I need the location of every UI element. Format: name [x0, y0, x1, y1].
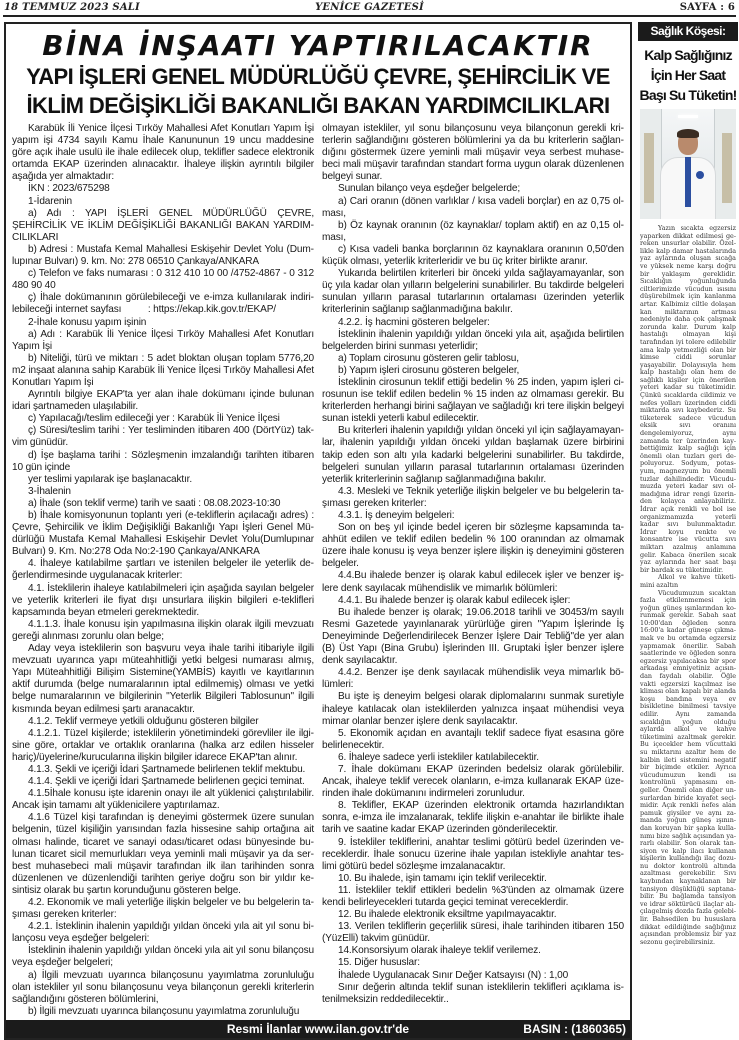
headline-line: Başı Su Tüketin!: [639, 87, 737, 103]
paragraph: olmayan istekliler, yıl sonu bilançosunu veya bilançonun gerekli kriterlerin sağlandığını gösteren bölümlerini ya da bu kriterlerin sağlandığını göstermek üzere yeminli mali müşavir veya serbest muhasebeci mali müşavir tarafından standart forma uygun olarak düzenlenen belgeyi sunar.: [322, 123, 624, 183]
paragraph: 6. İhaleye sadece yerli istekliler katılabilecektir.: [338, 751, 539, 763]
paragraph: b) Niteliği, türü ve miktarı : 5 adet bloktan oluşan toplam 5776,20 m2 inşaat alanına sahip Karabük İli Yenice İlçesi Tırköy Mahallesi Afet Konutları Yapım İşi: [12, 352, 314, 388]
newspaper-masthead: [3, 0, 736, 17]
paragraph: 5. Ekonomik açıdan en avantajlı teklif sadece fiyat esasına göre belirlenecektir.: [322, 727, 624, 751]
paragraph: 7. İhale dokümanı EKAP üzerinden bedelsiz olarak görülebilir. Ancak, ihaleye teklif verecek olanların, e-imza kullanarak EKAP üzerinden ihale dokümanını indirmeleri zorunludur.: [322, 763, 624, 800]
paragraph: 2-İhale konusu yapım işinin: [28, 316, 147, 328]
corridor-door: [644, 133, 654, 203]
paragraph: Yazın sıcakta egzersiz yaparken dikkat edilmesi gereken unsurlar olabilir. Özellikle kalp damar hastalarında yaz aylarında oluşan sıcağa ve yüksek neme karşı doğru bir yaklaşım gereklidir. Sıcaklığın yoğunluğunda ciltlerimizde vücudun ısısını düşürebilmek için kanlanma artar. Kalbimiz ciltle dolaşan kan miktarının artması nedeniyle daha çok çalışmak zorunda kalır. Durum kalp hastalığı olmayan kişi tarafından iyi tolere edilebilir ama kalp yetmezliği olan bir kimse ciddi sorunlar yaşayabilir. Dolayısıyla hem kalp hastalığı olan hem de sağlıklı kişiler için önerilen yeteri kadar su tüketimidir. Çünkü sıcaklarda cildimiz ve nefes yolları üzerinden ciddi miktarda sıvı kaybederiz. Su tüketerek sadece vücudun eksik sıvı oranını dengelemiyoruz, aynı zamanda ter üzerinden kaybettiğimiz kalp sağlığı için önemli olan tuzları geri depoluyoruz. Sodyum, potasyum, magnezyum bu önemli tuzlar dahilindedir. Vücudumuzda yeteri kadar sıvı olmadığına idrar rengi üzerinden kolayca anlayabiliriz. İdrar açık renkli ve bol ise organizmamızda yeterli kadar sıvı bulunmaktadır. İdrar koyu renkte ve konsantre ise vücutta sıvı miktarı azalmış anlamına gelir. Kabaca önerilen sıcak yaz aylarında her saat başı bir bardak su tüketimidir.: [640, 224, 736, 574]
paragraph: 11. İstekliler teklif ettikleri bedelin %3'ünden az olmamak üzere kendi belirleyecekleri tutarda geçici teminat vereceklerdir.: [322, 884, 624, 908]
paragraph: b) İlgili mevzuatı uyarınca bilançosunu yayımlatma zorunluluğu: [28, 1005, 300, 1017]
paragraph: 4. İhaleye katılabilme şartları ve istenilen belgeler ile yeterlik değerlendirmesinde uygulanacak kriterler:: [12, 558, 314, 582]
paragraph: c) Telefon ve faks numarası : 0 312 410 10 00 /4752-4867 - 0 312 480 90 40: [12, 268, 314, 292]
corridor-door: [722, 133, 732, 203]
notice-footer-bar: [6, 1020, 630, 1038]
section-tag: Sağlık Köşesi:: [638, 22, 738, 41]
paragraph: 4.2.1. İsteklinin ihalenin yapıldığı yıldan önceki yıla ait yıl sonu bilançosu veya eşdeğer belgeleri:: [12, 921, 314, 945]
paragraph: 9. İstekliler tekliflerini, anahtar teslimi götürü bedel üzerinden vereceklerdir. İhale sonucu üzerine ihale yapılan istekliyle anahtar teslimi götürü bedel sözleşme imzalanacaktır.: [322, 836, 624, 872]
paragraph: 4.2. Ekonomik ve mali yeterliğe ilişkin belgeler ve bu belgelerin taşıması gereken kriterler:: [12, 897, 314, 921]
doctor-photo: [640, 109, 736, 219]
paragraph: 4.4.Bu ihalede benzer iş olarak kabul edilecek işler ve benzer işlere denk sayılacak mühendislik ve mimarlık bölümleri:: [322, 570, 624, 594]
press-code: BASIN : (1860365): [523, 1021, 626, 1036]
paragraph: Bu kriterleri ihalenin yapıldığı yıldan önceki yıl için sağlayamayanlar, ihalenin yapıldığı yıldan önceki yıldan başlamak üzere birbirini takip eden son altı yıla kadarki belgelerini sunabilirler. Bu takdirde, belgeleri sunulan yılların parasal tutarlarının ortalaması üzerinden yeterlik kriterlerinin sağlanıp sağlanmadığına bakılır.: [322, 425, 624, 485]
official-tender-notice: [4, 22, 632, 1040]
paragraph: 4.3.1. İş deneyim belgeleri:: [338, 510, 455, 521]
paragraph: 4.1.1.3. İhale konusu işin yapılmasına ilişkin olarak ilgili mevzuatı gereği alınması zorunlu olan belge;: [12, 618, 314, 642]
paragraph: 4.1. İsteklilerin ihaleye katılabilmeleri için aşağıda sayılan belgeler ve yeterlik kriterleri ile fiyat dışı unsurlara ilişkin bilgileri e-teklifleri kapsamında beyan etmeleri gerekmektedir.: [12, 582, 314, 618]
paragraph: İhalede Uygulanacak Sınır Değer Katsayısı (N) : 1,00: [338, 969, 569, 981]
paragraph: 4.2.2. İş hacmini gösteren belgeler:: [338, 316, 490, 328]
paragraph: Bu işte iş deneyim belgesi olarak diplomalarını sunmak suretiyle ihaleye katılacak olan isteklilerden yalnızca inşaat mühendisi veya mimar olanlar benzer işlere denk sayılacaktır.: [322, 691, 624, 727]
health-article-headline: [638, 45, 738, 105]
paragraph: d) İşe başlama tarihi : Sözleşmenin imzalandığı tarihten itibaren 10 gün içinde: [12, 449, 314, 473]
paragraph: a) İhale (son teklif verme) tarih ve saati : 08.08.2023-10:30: [28, 497, 281, 509]
paragraph: c) Yapılacağı/teslim edileceği yer : Karabük İli Yenice İlçesi: [28, 413, 280, 425]
paragraph: 12. Bu ihalede elektronik eksiltme yapılmayacaktır.: [338, 909, 557, 921]
paragraph: 4.1.2. Teklif vermeye yetkili olduğunu gösteren bilgiler: [28, 715, 259, 727]
doctor-hair: [677, 129, 699, 138]
paragraph: a) Cari oranın (dönen varlıklar / kısa vadeli borçlar) en az 0,75 olması,: [322, 195, 624, 219]
paragraph: 10. Bu ihalede, işin tamamı için teklif verilecektir.: [338, 872, 547, 884]
paragraph: yer teslimi yapılarak işe başlanacaktır.: [28, 473, 192, 485]
notice-column-left: [12, 123, 314, 1018]
notice-subtitle: [6, 62, 630, 120]
health-corner-sidebar: [638, 22, 738, 946]
paragraph: Alkol ve kahve tüketimini azaltın: [640, 573, 736, 589]
paragraph: ç) İhale dokümanının görülebileceği ve e-imza kullanılarak indirilebileceği internet sayfası : https://ekap.kik.gov.tr/EKAP/: [12, 292, 314, 316]
notice-title: BİNA İNŞAATI YAPTIRILACAKTIR: [42, 29, 594, 62]
notice-columns: [6, 120, 630, 1020]
paragraph: 4.1.5İhale konusu işte idarenin onayı ile alt yüklenici çalıştırılabilir. Ancak işin tamamı alt yüklenicilere yaptırılamaz.: [12, 788, 314, 812]
paragraph: Bu ihalede benzer iş olarak; 19.06.2018 tarihli ve 30453/m sayılı Resmi Gazetede yayınlanarak yürürlüğe giren "Yapım İşlerinde İş Deneyiminde Değerlendirilecek Benzer İşlere Dair Tebliğ"de yer alan (B) Üst Yapı (Bina Grubu) İşlerinden III. Gruptaki İşler benzer işlere denk sayılacaktır.: [322, 606, 624, 667]
paragraph: a) Toplam cirosunu gösteren gelir tablosu,: [338, 352, 519, 364]
paragraph: Karabük İli Yenice İlçesi Tırköy Mahallesi Afet Konutları Yapım İşi yapım işi 4734 sayılı Kamu İhale Kanununun 19 uncu maddesine göre açık ihale usulü ile ihale edilecek olup, teklifler sadece elektronik ortamda EKAP üzerinden alınacaktır. İhaleye ilişkin ayrıntılı bilgiler aşağıda yer almaktadır:: [12, 123, 314, 183]
newspaper-name: YENİCE GAZETESİ: [315, 2, 424, 13]
page-number: SAYFA : 6: [679, 2, 735, 13]
paragraph: Sunulan bilanço veya eşdeğer belgelerde;: [338, 183, 520, 195]
paragraph: Sınır değerin altında teklif sunan isteklilerin teklifleri açıklama istenilmeksizin reddedilecektir..: [322, 981, 624, 1005]
doctor-badge: [696, 171, 704, 179]
paragraph: 8. Teklifler, EKAP üzerinden elektronik ortamda hazırlandıktan sonra, e-imza ile imzalanarak, teklife ilişkin e-anahtar ile birlikte ihale tarih ve saatine kadar EKAP üzerinden gönderilecektir.: [322, 800, 624, 836]
paragraph: 4.4.1. Bu ihalede benzer iş olarak kabul edilecek işler:: [338, 594, 571, 606]
notice-subtitle-line: YAPI İŞLERİ GENEL MÜDÜRLÜĞÜ ÇEVRE, ŞEHİRCİLİK VE: [26, 64, 610, 89]
health-article-body: [638, 225, 738, 946]
paragraph: Vücudumuzun sıcaktan fazla etkilenmemesi için yoğun güneş ışınlarından korunmak gerekir. Sabah saat 10:00'dan öğleden sonra 16:00'a kadar güneşe çıkmamak ve bu ortamda egzersiz yapmamak önerilir. Sabah saatlerinde ve öğleden sonra egzersiz yapılacaksa bir spor arkadaşı emniyetiniz açısından faydalı olabilir. Öğle vakti egzersizi kaçılmaz ise kliması olan kapalı bir alanda koşu bandına veya ev bisikletine binilmesi tavsiye edilir. Aynı zamanda sıcaklığın yoğun olduğu aylarda alkol ve kahve tüketimini azaltmak gerekir. Bu içecekler hem vücuttaki su miktarını azaltır hem de kalbin ileti sistemini negatif bir biçimde etkiler. Ayrıca vücudumuzun kendi ısı kontrolünü yapmasını engeller. Önemli olan diğer unsurlardan biride kıyafet seçimidir. Açık renkli nefes alan pamuk giysiler ve aynı zamanda yoğun güneş ışınından koruyan bir şapka kullanımı bize sağlık açısından yararlı olabilir. Son olarak tansiyon ve kalp ilacı kullanan kişilerin kullandığı ilaç dozunu doktor kontrolü altında azaltması gerekebilir. Sıvı kaybından kaynaklanan bir tansiyon düşüklüğü saptanabilir. Bu bağlamda tansiyon ve idrar söktürücü ilaçlar alıçılagelmiş dozda fazla gelebilir. Bahsedilen bu hususlara dikkat edildiğinde sağlığınız açısından problemsiz bir yaz sezonu geçirebilirsiniz.: [640, 588, 736, 946]
paragraph: 13. Verilen tekliflerin geçerlilik süresi, ihale tarihinden itibaren 150 (YüzElli) takvim günüdür.: [322, 921, 624, 945]
notice-subtitle-line: İKLİM DEĞİŞİKLİĞİ BAKANLIĞI BAKAN YARDIMCILIKLARI: [26, 93, 610, 118]
paragraph: Aday veya isteklilerin son başvuru veya ihale tarihi itibariyle ilgili mevzuatı uyarınca yapı müteahhitliği yetki belgesi numarası almış, Yapı Müteahhitliği Bilişim Sistemine(YAMBİS) kayıtlı ve kayıtlarının aktif durumda (belge numaralarının iptal edilmemiş) olması ve yetki belge numaralarının ve bilgilerinin "Yeterlik Bilgileri Tablosunun" ilgili kısmında beyan edilmesi şartı aranacaktır.: [12, 643, 314, 715]
notice-header: [6, 24, 630, 120]
ceiling-light: [678, 115, 698, 118]
official-ads-link[interactable]: Resmi İlanlar www.ilan.gov.tr'de: [226, 1021, 410, 1036]
paragraph: 4.1.6 Tüzel kişi tarafından iş deneyimi göstermek üzere sunulan belgenin, tüzel kişiliğin yarısından fazla hissesine sahip ortağına ait olması halinde, ticaret ve sanayi odası/ticaret odası bünyesinde bulunan ticaret sicil memurlukları veya yeminli mali müşavir ya da serbest muhasebeci mali müşavir tarafından ilk ilan tarihinden sonra düzenlenen ve düzenlendiği tarihten geriye doğru son bir yıldır kesintisiz olarak bu şartın korunduğunu gösteren belge.: [12, 812, 314, 896]
paragraph: İsteklinin ihalenin yapıldığı yıldan önceki yıla ait, aşağıda belirtilen belgelerden birini sunması yeterlidir;: [322, 328, 624, 352]
doctor-tie: [685, 157, 691, 207]
paragraph: Ayrıntılı bilgiye EKAP'ta yer alan ihale dokümanı içinde bulunan idari şartnameden ulaşılabilir.: [12, 389, 314, 413]
paragraph: b) Öz kaynak oranının (öz kaynaklar/ toplam aktif) en az 0,15 olması,: [322, 219, 624, 243]
paragraph: ç) Süresi/teslim tarihi : Yer tesliminden itibaren 400 (DörtYüz) takvim günüdür.: [12, 425, 314, 449]
paragraph: 15. Diğer hususlar:: [338, 957, 420, 969]
paragraph: İsteklinin ihalenin yapıldığı yıldan önceki yıla ait yıl sonu bilançosu veya eşdeğer belgeleri;: [12, 945, 314, 969]
notice-column-right: [322, 123, 624, 1018]
paragraph: b) İhale komisyonunun toplantı yeri (e-tekliflerin açılacağı adres) : Çevre, Şehircilik ve İklim Değişikliği Bakanlığı Yapı İşleri Genel Müdürlüğü Mustafa Kemal Mahallesi Eskişehir Devlet Yolu(Dumlupınar Bulvarı) 9. Km. No:278 Oda No:2-190 Çankaya/ANKARA: [12, 510, 314, 558]
paragraph: 14.Konsorsiyum olarak ihaleye teklif verilemez.: [338, 945, 541, 957]
paragraph: 1-İdarenin: [28, 195, 72, 207]
paragraph: 4.4.2. Benzer işe denk sayılacak mühendislik veya mimarlık bölümleri:: [322, 667, 624, 691]
issue-date: 18 TEMMUZ 2023 SALI: [4, 2, 140, 13]
headline-line: İçin Her Saat: [650, 67, 726, 83]
paragraph: İsteklinin cirosunun teklif ettiği bedelin % 25 inden, yapım işleri cirosunun ise teklif edilen bedelin % 15 inden az olmaması gerekir. Bu kriterlerden herhangi birini sağlayan ve sağladığı kri tere ilişkin belgeyi sunan istekli yeterli kabul edilecektir.: [322, 376, 624, 425]
paragraph: 4.1.3. Şekli ve içeriği İdari Şartnamede belirlenen teklif mektubu.: [28, 763, 306, 775]
paragraph: b) Adresi : Mustafa Kemal Mahallesi Eskişehir Devlet Yolu (Dumlupınar Bulvarı) 9. km. No: 278 06510 Çankaya/ANKARA: [12, 243, 314, 268]
paragraph: b) Yapım işleri cirosunu gösteren belgeler,: [338, 364, 520, 376]
paragraph: a) Adı : YAPI İŞLERİ GENEL MÜDÜRLÜĞÜ ÇEVRE, ŞEHİRCİLİK VE İKLİM DEĞİŞİKLİĞİ BAKANLIĞI BAKAN YARDIMCILIKLARI: [12, 207, 314, 243]
paragraph: 3-İhalenin: [28, 485, 71, 497]
paragraph: İKN : 2023/675298: [28, 183, 110, 195]
paragraph: Yukarıda belirtilen kriterleri bir önceki yılda sağlayamayanlar, son üç yıla kadar olan yılların belgelerini sunabilirler. Bu takdirde belgeleri sunulan yılların parasal tutarlarının ortalaması üzerinden yeterlik kriterlerinin sağlanıp sağlanmadığına bakılır.: [322, 268, 624, 316]
headline-line: Kalp Sağlığınız: [644, 47, 732, 63]
paragraph: Son on beş yıl içinde bedel içeren bir sözleşme kapsamında taahhüt edilen ve teklif edilen bedelin % 100 oranından az olmamak üzere ihale konusu iş veya benzer işlere ilişkin iş deneyimini gösteren belgeler.: [322, 522, 624, 570]
paragraph: a) Adı : Karabük İli Yenice İlçesi Tırköy Mahallesi Afet Konutları Yapım İşi: [12, 328, 314, 352]
paragraph: a) İlgili mevzuatı uyarınca bilançosunu yayımlatma zorunluluğu olan istekliler yıl sonu bilançosunu veya bilançonun gerekli kriterlerin sağlandığını gösteren bölümlerini,: [12, 969, 314, 1005]
paragraph: 4.1.2.1. Tüzel kişilerde; isteklilerin yönetimindeki görevliler ile ilgisine göre, ortaklar ve ortaklık oranlarına (halka arz edilen hisseler hariç)/üyelerine/kurucularına ilişkin bilgiler idarece EKAP'tan alınır.: [12, 727, 314, 763]
paragraph: 4.3. Mesleki ve Teknik yeterliğe ilişkin belgeler ve bu belgelerin taşıması gereken kriterler:: [322, 485, 624, 509]
paragraph: 4.1.4. Şekli ve içeriği İdari Şartnamede belirlenen geçici teminat.: [28, 776, 305, 788]
paragraph: c) Kısa vadeli banka borçlarının öz kaynaklara oranının 0,50'den küçük olması, yeterlik kriterleridir ve bu üç kriter birlikte aranır.: [322, 243, 624, 268]
